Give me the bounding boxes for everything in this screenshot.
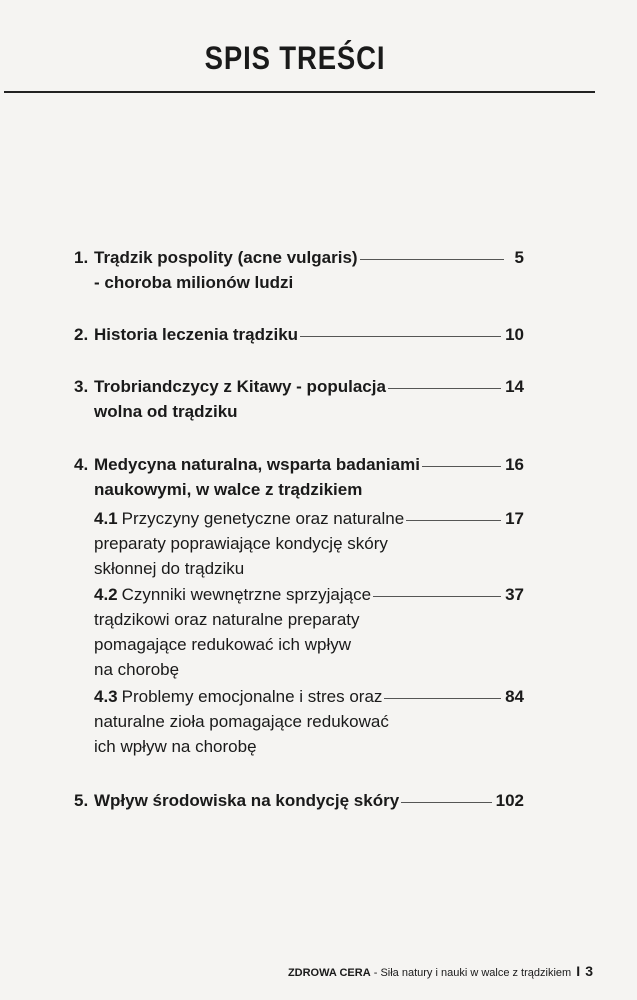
entry-title-continued: - choroba milionów ludzi — [94, 273, 294, 292]
entry-number: 5. — [74, 791, 89, 810]
subentry-title-continued: pomagające redukować ich wpływ — [94, 635, 352, 654]
page-number: 3 — [585, 963, 593, 979]
page-footer — [0, 963, 593, 979]
subentry-title-continued: preparaty poprawiające kondycję skóry — [94, 534, 388, 553]
subentry-title: Czynniki wewnętrzne sprzyjające — [121, 585, 372, 604]
entry-number: 4. — [74, 455, 89, 474]
toc-subentry-4-1[interactable] — [74, 506, 524, 581]
subentry-title: Przyczyny genetyczne oraz naturalne — [121, 509, 405, 528]
subentry-number: 4.1 — [94, 509, 118, 528]
entry-title: Medycyna naturalna, wsparta badaniami — [94, 455, 420, 474]
entry-title-continued: naukowymi, w walce z trądzikiem — [94, 480, 363, 499]
toc-subentry-4-3[interactable] — [74, 684, 524, 759]
subentry-number: 4.3 — [94, 687, 118, 706]
dot-leader — [401, 802, 491, 803]
toc-entry-1[interactable] — [74, 245, 524, 295]
subentry-page: 84 — [505, 687, 524, 706]
toc-entry-5[interactable] — [74, 788, 524, 813]
title-rule — [4, 91, 595, 93]
entry-page: 14 — [505, 377, 524, 396]
entry-title-continued: wolna od trądziku — [94, 402, 238, 421]
entry-title: Trądzik pospolity (acne vulgaris) — [94, 248, 358, 267]
dot-leader — [388, 388, 501, 389]
dot-leader — [406, 520, 501, 521]
subentry-title-continued: trądzikowi oraz naturalne preparaty — [94, 610, 360, 629]
subentry-title-continued: ich wpływ na chorobę — [94, 737, 257, 756]
footer-brand: ZDROWA CERA — [287, 967, 371, 979]
toc-subentry-4-2[interactable] — [74, 582, 524, 682]
subentry-title-continued: skłonnej do trądziku — [94, 559, 245, 578]
subentry-page: 37 — [505, 585, 524, 604]
footer-subtitle: - Siła natury i nauki w walce z trądzikiem — [373, 967, 572, 979]
subentry-number: 4.2 — [94, 585, 118, 604]
entry-title: Historia leczenia trądziku — [94, 325, 299, 344]
dot-leader — [422, 466, 501, 467]
dot-leader — [360, 259, 504, 260]
entry-page: 5 — [514, 248, 524, 267]
entry-title: Trobriandczycy z Kitawy - populacja — [94, 377, 386, 396]
footer-separator: I — [576, 963, 581, 979]
entry-title: Wpływ środowiska na kondycję skóry — [94, 791, 400, 810]
entry-page: 16 — [505, 455, 524, 474]
dot-leader — [300, 336, 501, 337]
page-title: SPIS TREŚCI — [204, 40, 386, 76]
toc-entry-2[interactable] — [74, 322, 524, 347]
dot-leader — [373, 596, 501, 597]
entry-page: 102 — [495, 791, 524, 810]
toc-entry-3[interactable] — [74, 374, 524, 424]
subentry-title-continued: na chorobę — [94, 660, 180, 679]
subentry-page: 17 — [505, 509, 524, 528]
entry-page: 10 — [505, 325, 524, 344]
entry-number: 3. — [74, 377, 89, 396]
subentry-title: Problemy emocjonalne i stres oraz — [121, 687, 383, 706]
entry-number: 2. — [74, 325, 89, 344]
dot-leader — [384, 698, 501, 699]
entry-number: 1. — [74, 248, 89, 267]
toc-entry-4[interactable] — [74, 452, 524, 502]
subentry-title-continued: naturalne zioła pomagające redukować — [94, 712, 389, 731]
